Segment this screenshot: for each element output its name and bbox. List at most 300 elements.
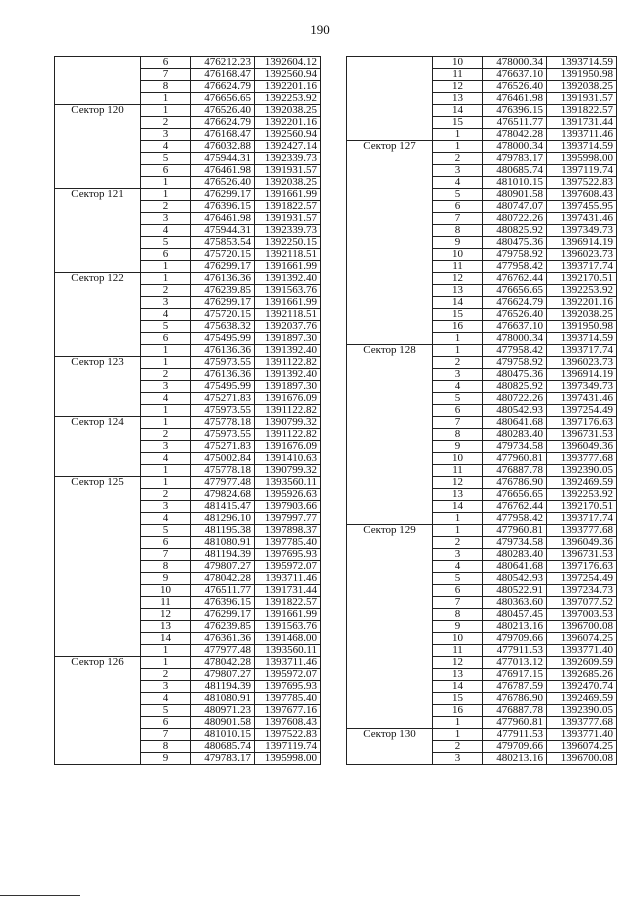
y-coordinate: 1392470.74: [547, 681, 617, 693]
y-coordinate: 1395972.07: [255, 669, 321, 681]
x-coordinate: 475271.83: [191, 441, 255, 453]
y-coordinate: 1397522.83: [255, 729, 321, 741]
y-coordinate: 1397677.16: [255, 705, 321, 717]
coordinates-table-left: [54, 56, 321, 765]
y-coordinate: 1397608.43: [547, 189, 617, 201]
y-coordinate: 1392604.12: [255, 57, 321, 69]
y-coordinate: 1391563.76: [255, 621, 321, 633]
footer-rule: [0, 895, 80, 896]
x-coordinate: 476526.40: [191, 177, 255, 189]
y-coordinate: 1397903.66: [255, 501, 321, 513]
point-number: 9: [433, 237, 483, 249]
x-coordinate: 480825.92: [483, 381, 547, 393]
x-coordinate: 475944.31: [191, 153, 255, 165]
y-coordinate: 1392037.76: [255, 321, 321, 333]
point-number: 11: [433, 645, 483, 657]
point-number: 6: [141, 717, 191, 729]
y-coordinate: 1395926.63: [255, 489, 321, 501]
y-coordinate: 1392427.14: [255, 141, 321, 153]
y-coordinate: 1391822.57: [255, 201, 321, 213]
x-coordinate: 479734.58: [483, 537, 547, 549]
sector-label: Сектор 125: [55, 477, 141, 657]
x-coordinate: 477911.53: [483, 645, 547, 657]
point-number: 1: [433, 525, 483, 537]
x-coordinate: 476396.15: [191, 201, 255, 213]
x-coordinate: 477958.42: [483, 261, 547, 273]
y-coordinate: 1393777.68: [547, 525, 617, 537]
point-number: 6: [141, 333, 191, 345]
point-number: 7: [433, 417, 483, 429]
y-coordinate: 1392201.16: [255, 81, 321, 93]
sector-label: Сектор 123: [55, 357, 141, 417]
y-coordinate: 1392390.05: [547, 705, 617, 717]
y-coordinate: 1397077.52: [547, 597, 617, 609]
point-number: 10: [141, 585, 191, 597]
y-coordinate: 1391931.57: [547, 93, 617, 105]
y-coordinate: 1397455.95: [547, 201, 617, 213]
y-coordinate: 1392253.92: [255, 93, 321, 105]
point-number: 1: [141, 273, 191, 285]
y-coordinate: 1397898.37: [255, 525, 321, 537]
x-coordinate: 480283.40: [483, 429, 547, 441]
x-coordinate: 478042.28: [191, 657, 255, 669]
x-coordinate: 476656.65: [483, 489, 547, 501]
y-coordinate: 1396731.53: [547, 549, 617, 561]
sector-label: Сектор 127: [347, 141, 433, 345]
point-number: 1: [141, 189, 191, 201]
table-row: [347, 729, 617, 741]
point-number: 1: [433, 513, 483, 525]
table-row: [55, 657, 321, 669]
point-number: 1: [433, 345, 483, 357]
x-coordinate: 480213.16: [483, 753, 547, 765]
point-number: 2: [141, 669, 191, 681]
x-coordinate: 476526.40: [483, 81, 547, 93]
point-number: 2: [141, 117, 191, 129]
point-number: 4: [433, 381, 483, 393]
y-coordinate: 1392560.94: [255, 129, 321, 141]
y-coordinate: 1393771.40: [547, 645, 617, 657]
point-number: 12: [141, 609, 191, 621]
point-number: 9: [433, 441, 483, 453]
x-coordinate: 480641.68: [483, 561, 547, 573]
y-coordinate: 1397119.74: [255, 741, 321, 753]
point-number: 7: [141, 549, 191, 561]
point-number: 1: [141, 345, 191, 357]
point-number: 3: [141, 129, 191, 141]
sector-label: Сектор 130: [347, 729, 433, 765]
point-number: 1: [141, 357, 191, 369]
y-coordinate: 1393711.46: [255, 657, 321, 669]
point-number: 11: [433, 465, 483, 477]
point-number: 5: [141, 153, 191, 165]
point-number: 1: [141, 177, 191, 189]
y-coordinate: 1397522.83: [547, 177, 617, 189]
point-number: 5: [141, 705, 191, 717]
point-number: 6: [433, 201, 483, 213]
y-coordinate: 1392685.26: [547, 669, 617, 681]
point-number: 8: [433, 225, 483, 237]
x-coordinate: 476762.44: [483, 273, 547, 285]
y-coordinate: 1397431.46: [547, 393, 617, 405]
x-coordinate: 476461.98: [483, 93, 547, 105]
x-coordinate: 476361.36: [191, 633, 255, 645]
y-coordinate: 1396023.73: [547, 357, 617, 369]
y-coordinate: 1391392.40: [255, 345, 321, 357]
table-row: [55, 477, 321, 489]
point-number: 5: [141, 321, 191, 333]
y-coordinate: 1391897.30: [255, 381, 321, 393]
point-number: 6: [433, 405, 483, 417]
x-coordinate: 476526.40: [483, 309, 547, 321]
y-coordinate: 1391122.82: [255, 405, 321, 417]
y-coordinate: 1392038.25: [255, 177, 321, 189]
point-number: 15: [433, 693, 483, 705]
x-coordinate: 476299.17: [191, 609, 255, 621]
sector-label: Сектор 128: [347, 345, 433, 525]
x-coordinate: 476624.79: [483, 297, 547, 309]
x-coordinate: 481296.10: [191, 513, 255, 525]
x-coordinate: 479807.27: [191, 561, 255, 573]
point-number: 3: [141, 297, 191, 309]
point-number: 9: [141, 753, 191, 765]
x-coordinate: 475973.55: [191, 405, 255, 417]
point-number: 8: [141, 741, 191, 753]
point-number: 2: [433, 357, 483, 369]
x-coordinate: 475271.83: [191, 393, 255, 405]
point-number: 5: [141, 237, 191, 249]
point-number: 14: [433, 297, 483, 309]
x-coordinate: 481080.91: [191, 537, 255, 549]
y-coordinate: 1391410.63: [255, 453, 321, 465]
x-coordinate: 476212.23: [191, 57, 255, 69]
point-number: 7: [433, 213, 483, 225]
point-number: 1: [141, 105, 191, 117]
x-coordinate: 476511.77: [483, 117, 547, 129]
point-number: 1: [433, 717, 483, 729]
y-coordinate: 1393777.68: [547, 453, 617, 465]
point-number: 4: [141, 225, 191, 237]
point-number: 1: [141, 465, 191, 477]
y-coordinate: 1397608.43: [255, 717, 321, 729]
x-coordinate: 480475.36: [483, 369, 547, 381]
y-coordinate: 1391392.40: [255, 369, 321, 381]
point-number: 2: [141, 429, 191, 441]
point-number: 12: [433, 657, 483, 669]
x-coordinate: 476239.85: [191, 621, 255, 633]
y-coordinate: 1392560.94: [255, 69, 321, 81]
x-coordinate: 480475.36: [483, 237, 547, 249]
x-coordinate: 476239.85: [191, 285, 255, 297]
x-coordinate: 478000.34: [483, 333, 547, 345]
y-coordinate: 1393717.74: [547, 513, 617, 525]
point-number: 4: [141, 141, 191, 153]
y-coordinate: 1392201.16: [547, 297, 617, 309]
y-coordinate: 1391931.57: [255, 213, 321, 225]
point-number: 2: [141, 369, 191, 381]
point-number: 1: [433, 333, 483, 345]
x-coordinate: 481080.91: [191, 693, 255, 705]
y-coordinate: 1393777.68: [547, 717, 617, 729]
x-coordinate: 476032.88: [191, 141, 255, 153]
y-coordinate: 1397785.40: [255, 537, 321, 549]
y-coordinate: 1397003.53: [547, 609, 617, 621]
table-row: [347, 57, 617, 69]
y-coordinate: 1392038.25: [255, 105, 321, 117]
y-coordinate: 1396914.19: [547, 369, 617, 381]
y-coordinate: 1391122.82: [255, 429, 321, 441]
point-number: 14: [141, 633, 191, 645]
sector-label: Сектор 129: [347, 525, 433, 729]
x-coordinate: 476168.47: [191, 69, 255, 81]
y-coordinate: 1397234.73: [547, 585, 617, 597]
point-number: 3: [141, 213, 191, 225]
x-coordinate: 476526.40: [191, 105, 255, 117]
x-coordinate: 478000.34: [483, 141, 547, 153]
y-coordinate: 1396700.08: [547, 621, 617, 633]
x-coordinate: 480901.58: [483, 189, 547, 201]
y-coordinate: 1392250.15: [255, 237, 321, 249]
x-coordinate: 478000.34: [483, 57, 547, 69]
y-coordinate: 1391676.09: [255, 441, 321, 453]
y-coordinate: 1393714.59: [547, 57, 617, 69]
x-coordinate: 479709.66: [483, 633, 547, 645]
x-coordinate: 476136.36: [191, 273, 255, 285]
x-coordinate: 476624.79: [191, 117, 255, 129]
y-coordinate: 1391731.44: [547, 117, 617, 129]
point-number: 6: [141, 165, 191, 177]
x-coordinate: 481194.39: [191, 681, 255, 693]
x-coordinate: 476511.77: [191, 585, 255, 597]
x-coordinate: 477960.81: [483, 453, 547, 465]
y-coordinate: 1396074.25: [547, 633, 617, 645]
sector-label: Сектор 122: [55, 273, 141, 357]
y-coordinate: 1391822.57: [547, 105, 617, 117]
y-coordinate: 1397431.46: [547, 213, 617, 225]
point-number: 1: [141, 477, 191, 489]
x-coordinate: 475495.99: [191, 333, 255, 345]
x-coordinate: 479824.68: [191, 489, 255, 501]
x-coordinate: 475973.55: [191, 429, 255, 441]
point-number: 4: [433, 177, 483, 189]
x-coordinate: 475944.31: [191, 225, 255, 237]
table-row: [55, 105, 321, 117]
x-coordinate: 479783.17: [483, 153, 547, 165]
point-number: 2: [141, 285, 191, 297]
point-number: 1: [141, 645, 191, 657]
x-coordinate: 479758.92: [483, 357, 547, 369]
y-coordinate: 1396049.36: [547, 441, 617, 453]
point-number: 12: [433, 81, 483, 93]
x-coordinate: 481194.39: [191, 549, 255, 561]
y-coordinate: 1392339.73: [255, 153, 321, 165]
x-coordinate: 480722.26: [483, 213, 547, 225]
x-coordinate: 475853.54: [191, 237, 255, 249]
point-number: 11: [141, 597, 191, 609]
point-number: 10: [433, 249, 483, 261]
point-number: 2: [141, 489, 191, 501]
sector-label: [55, 57, 141, 105]
y-coordinate: 1392170.51: [547, 273, 617, 285]
point-number: 7: [141, 69, 191, 81]
x-coordinate: 480542.93: [483, 405, 547, 417]
y-coordinate: 1391822.57: [255, 597, 321, 609]
x-coordinate: 477977.48: [191, 477, 255, 489]
y-coordinate: 1397176.63: [547, 417, 617, 429]
y-coordinate: 1391731.44: [255, 585, 321, 597]
point-number: 5: [141, 525, 191, 537]
x-coordinate: 479709.66: [483, 741, 547, 753]
x-coordinate: 480901.58: [191, 717, 255, 729]
x-coordinate: 477958.42: [483, 345, 547, 357]
x-coordinate: 475495.99: [191, 381, 255, 393]
y-coordinate: 1391468.00: [255, 633, 321, 645]
x-coordinate: 475638.32: [191, 321, 255, 333]
y-coordinate: 1396700.08: [547, 753, 617, 765]
point-number: 1: [141, 405, 191, 417]
y-coordinate: 1391950.98: [547, 321, 617, 333]
point-number: 2: [433, 741, 483, 753]
x-coordinate: 476396.15: [483, 105, 547, 117]
x-coordinate: 476656.65: [483, 285, 547, 297]
sector-label: [347, 57, 433, 141]
y-coordinate: 1397695.93: [255, 681, 321, 693]
y-coordinate: 1393771.40: [547, 729, 617, 741]
y-coordinate: 1396914.19: [547, 237, 617, 249]
y-coordinate: 1392390.05: [547, 465, 617, 477]
point-number: 1: [141, 261, 191, 273]
x-coordinate: 476887.78: [483, 705, 547, 717]
y-coordinate: 1397785.40: [255, 693, 321, 705]
point-number: 4: [433, 561, 483, 573]
point-number: 14: [433, 501, 483, 513]
point-number: 5: [433, 573, 483, 585]
y-coordinate: 1397254.49: [547, 405, 617, 417]
x-coordinate: 477977.48: [191, 645, 255, 657]
x-coordinate: 476136.36: [191, 345, 255, 357]
point-number: 3: [433, 753, 483, 765]
x-coordinate: 477960.81: [483, 717, 547, 729]
point-number: 8: [433, 609, 483, 621]
x-coordinate: 481195.38: [191, 525, 255, 537]
table-row: [55, 273, 321, 285]
x-coordinate: 476396.15: [191, 597, 255, 609]
point-number: 14: [433, 681, 483, 693]
x-coordinate: 476786.90: [483, 693, 547, 705]
x-coordinate: 480641.68: [483, 417, 547, 429]
point-number: 3: [433, 549, 483, 561]
x-coordinate: 476787.59: [483, 681, 547, 693]
x-coordinate: 480522.91: [483, 585, 547, 597]
x-coordinate: 476656.65: [191, 93, 255, 105]
x-coordinate: 476136.36: [191, 369, 255, 381]
table-row: [55, 57, 321, 69]
point-number: 4: [141, 513, 191, 525]
x-coordinate: 477911.53: [483, 729, 547, 741]
y-coordinate: 1393717.74: [547, 261, 617, 273]
point-number: 5: [433, 189, 483, 201]
y-coordinate: 1390799.32: [255, 465, 321, 477]
table-row: [55, 417, 321, 429]
x-coordinate: 476168.47: [191, 129, 255, 141]
point-number: 10: [433, 453, 483, 465]
point-number: 13: [433, 285, 483, 297]
point-number: 16: [433, 321, 483, 333]
x-coordinate: 475778.18: [191, 417, 255, 429]
y-coordinate: 1397176.63: [547, 561, 617, 573]
x-coordinate: 476637.10: [483, 69, 547, 81]
y-coordinate: 1392609.59: [547, 657, 617, 669]
point-number: 10: [433, 57, 483, 69]
x-coordinate: 475720.15: [191, 249, 255, 261]
y-coordinate: 1392253.92: [547, 285, 617, 297]
y-coordinate: 1391950.98: [547, 69, 617, 81]
y-coordinate: 1396023.73: [547, 249, 617, 261]
x-coordinate: 476299.17: [191, 189, 255, 201]
x-coordinate: 476461.98: [191, 213, 255, 225]
y-coordinate: 1395998.00: [255, 753, 321, 765]
point-number: 14: [433, 105, 483, 117]
x-coordinate: 475002.84: [191, 453, 255, 465]
point-number: 4: [141, 309, 191, 321]
x-coordinate: 477958.42: [483, 513, 547, 525]
point-number: 3: [141, 441, 191, 453]
x-coordinate: 477013.12: [483, 657, 547, 669]
y-coordinate: 1391661.99: [255, 189, 321, 201]
x-coordinate: 480283.40: [483, 549, 547, 561]
y-coordinate: 1393560.11: [255, 477, 321, 489]
x-coordinate: 480722.26: [483, 393, 547, 405]
x-coordinate: 480457.45: [483, 609, 547, 621]
y-coordinate: 1392201.16: [255, 117, 321, 129]
coordinates-table-right: [346, 56, 617, 765]
point-number: 3: [433, 369, 483, 381]
y-coordinate: 1397349.73: [547, 225, 617, 237]
y-coordinate: 1392118.51: [255, 309, 321, 321]
point-number: 3: [141, 681, 191, 693]
point-number: 11: [433, 69, 483, 81]
x-coordinate: 478042.28: [483, 129, 547, 141]
table-row: [55, 357, 321, 369]
x-coordinate: 480747.07: [483, 201, 547, 213]
y-coordinate: 1393714.59: [547, 333, 617, 345]
point-number: 3: [433, 165, 483, 177]
x-coordinate: 476762.44: [483, 501, 547, 513]
x-coordinate: 480685.74: [191, 741, 255, 753]
sector-label: Сектор 124: [55, 417, 141, 477]
x-coordinate: 476887.78: [483, 465, 547, 477]
y-coordinate: 1391661.99: [255, 261, 321, 273]
point-number: 1: [141, 417, 191, 429]
point-number: 6: [433, 585, 483, 597]
y-coordinate: 1393714.59: [547, 141, 617, 153]
point-number: 4: [141, 693, 191, 705]
x-coordinate: 479758.92: [483, 249, 547, 261]
y-coordinate: 1392038.25: [547, 81, 617, 93]
x-coordinate: 477960.81: [483, 525, 547, 537]
page-number: 190: [310, 22, 330, 37]
point-number: 11: [433, 261, 483, 273]
point-number: 8: [141, 81, 191, 93]
table-row: [347, 525, 617, 537]
x-coordinate: 476786.90: [483, 477, 547, 489]
x-coordinate: 476299.17: [191, 297, 255, 309]
table-row: [347, 345, 617, 357]
x-coordinate: 475720.15: [191, 309, 255, 321]
y-coordinate: 1391661.99: [255, 609, 321, 621]
x-coordinate: 481010.15: [483, 177, 547, 189]
point-number: 13: [141, 621, 191, 633]
